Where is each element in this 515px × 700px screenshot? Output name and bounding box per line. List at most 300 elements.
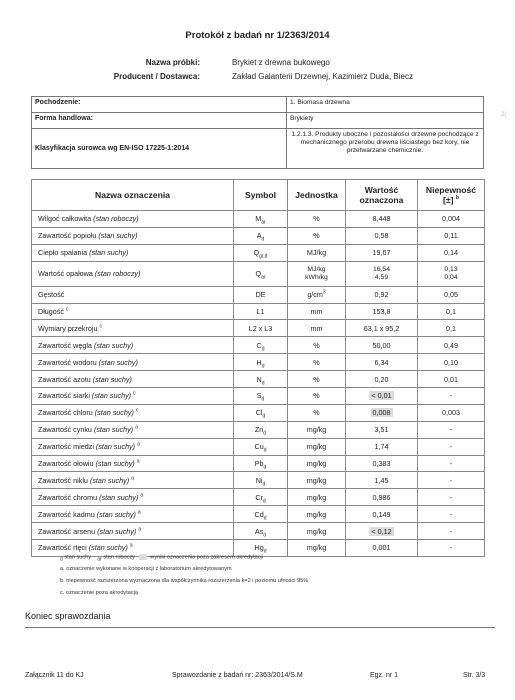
symbol-subscript: d: [263, 548, 267, 555]
parameter-symbol: [234, 455, 288, 472]
unit-text: MJ/kg: [306, 248, 327, 258]
accreditation-legend-swatch: [139, 554, 147, 560]
producer-value: Zakład Galanterii Drzewnej, Kazimierz Duda, Biecz: [232, 72, 413, 81]
symbol-subscript: d: [262, 413, 266, 420]
symbol-text: Cd: [254, 509, 264, 519]
parameter-label: Zawartość miedzi: [38, 442, 94, 452]
uncertainty-title: Niepewność: [425, 185, 477, 195]
symbol-subscript: d: [261, 396, 265, 403]
uncertainty-text: -: [449, 492, 453, 502]
parameter-condition: (stan suchy): [97, 526, 137, 536]
footnote-legend: $_d$ stan suchy $_{ar}$ stan roboczy wyniki oznaczenia poza zakresem akredytacji: [60, 554, 264, 563]
parameter-label: Zawartość węgla: [38, 340, 92, 350]
value-text: 0,20: [374, 374, 389, 384]
parameter-symbol: [234, 303, 288, 320]
unit-superscript: 3: [322, 289, 326, 296]
parameter-label: Zawartość niklu: [38, 475, 88, 485]
parameter-label: Wymiary przekroju: [38, 323, 98, 333]
uncertainty-footnote-mark: b: [455, 195, 459, 202]
parameter-symbol: [234, 388, 288, 405]
parameter-label: Wilgoć całkowita: [38, 214, 92, 224]
measured-value: [346, 320, 418, 337]
unit-text: %: [313, 391, 320, 401]
measured-value: [346, 303, 418, 320]
parameter-unit: [288, 455, 346, 472]
parameter-name: [32, 404, 234, 421]
symbol-text: Hg: [254, 543, 264, 553]
value-text: 0,92: [374, 290, 389, 300]
value-text: 1,45: [374, 475, 389, 485]
parameter-label: Zawartość wodoru: [38, 357, 97, 367]
parameter-unit: [288, 371, 346, 388]
footer-report-number: Sprawozdanie z badań nr: 2363/2014/S.M: [172, 672, 303, 679]
value-text: < 0,12: [371, 526, 392, 536]
sample-name-label: Nazwa próbki:: [145, 58, 200, 67]
footnote-mark: a: [137, 509, 141, 516]
parameter-label: Wartość opałowa: [38, 269, 93, 279]
table-row: [32, 506, 485, 523]
value-text: 0,149: [372, 509, 391, 519]
unit-text: mg/kg: [306, 492, 327, 502]
parameter-name: [32, 211, 234, 228]
parameter-condition: (stan suchy): [95, 459, 135, 469]
value-text: 0,986: [372, 492, 391, 502]
symbol-text: As: [254, 526, 264, 536]
symbol-subscript: d: [263, 447, 267, 454]
uncertainty-text-secondary: 0,04: [444, 273, 458, 281]
parameter-name: [32, 506, 234, 523]
value-text: 1,74: [374, 442, 389, 452]
parameter-label: Ciepło spalania: [38, 248, 88, 258]
table-row: [32, 438, 485, 455]
symbol-text: Pb: [254, 459, 264, 469]
measured-value: [346, 354, 418, 371]
value-text: 0,58: [374, 231, 389, 241]
footnote-mark: a: [136, 458, 140, 465]
parameter-symbol: [234, 421, 288, 438]
value-text: 0,008: [372, 408, 391, 418]
value-text: 0,383: [372, 459, 391, 469]
uncertainty-value: [418, 354, 485, 371]
uncertainty-value: [418, 421, 485, 438]
origin-label: Pochodzenie:: [32, 97, 287, 113]
value-text: 153,8: [372, 307, 391, 316]
uncertainty-text: -: [449, 509, 453, 519]
measured-value: [346, 337, 418, 354]
info-row-origin: [32, 97, 484, 113]
uncertainty-value: [418, 506, 485, 523]
parameter-condition: (stan roboczy): [93, 214, 139, 224]
symbol-text: A: [256, 231, 262, 241]
parameter-unit: [288, 540, 346, 557]
parameter-label: Zawartość kadmu: [38, 509, 95, 519]
measured-value: [346, 211, 418, 228]
table-row: [32, 489, 485, 506]
parameter-name: [32, 371, 234, 388]
uncertainty-value: [418, 388, 485, 405]
parameter-unit: [288, 261, 346, 286]
uncertainty-value: [418, 489, 485, 506]
parameter-unit: [288, 388, 346, 405]
margin-mark: 2(: [501, 112, 507, 118]
parameter-condition: (stan suchy): [92, 374, 132, 384]
measured-value: [346, 472, 418, 489]
unit-text: mg/kg: [306, 459, 327, 469]
parameter-condition: (stan suchy): [89, 248, 129, 258]
measured-value: [346, 261, 418, 286]
symbol-subscript: d: [261, 346, 265, 353]
parameter-label: Zawartość popiołu: [38, 231, 97, 241]
parameter-symbol: [234, 320, 288, 337]
footer-divider: [25, 627, 495, 628]
uncertainty-value: [418, 261, 485, 286]
value-text: 16,54: [372, 265, 390, 273]
parameter-symbol: [234, 211, 288, 228]
uncertainty-text: 0,01: [444, 374, 458, 384]
parameter-label: Gęstość: [38, 290, 65, 300]
symbol-subscript: ar: [261, 219, 266, 226]
uncertainty-value: [418, 540, 485, 557]
parameter-condition: (stan suchy): [95, 442, 136, 452]
footnote-mark: a: [129, 543, 133, 550]
producer-label: Producent / Dostawca:: [113, 72, 200, 81]
footnote-mark: c: [65, 306, 69, 313]
info-row-form: [32, 113, 484, 129]
footnote-a: a. oznaczenie wykonane w kooperacji z laboratorium akredytowanym: [60, 566, 232, 572]
uncertainty-text: 0,14: [444, 248, 458, 258]
uncertainty-text: 0,11: [444, 231, 458, 241]
parameter-name: [32, 421, 234, 438]
parameter-unit: [288, 421, 346, 438]
table-row: [32, 320, 485, 337]
unit-text: %: [313, 374, 320, 384]
col-header-unit: Jednostka: [288, 180, 346, 211]
symbol-text: M: [255, 214, 262, 224]
table-row: [32, 404, 485, 421]
footnote-b: b. niepewność rozszerzona wyznaczona dla współczynnika rozszerzenia k=2 i poziomu ufności 95%: [60, 578, 309, 584]
uncertainty-text: 0,13: [444, 265, 458, 273]
results-table: [31, 179, 485, 557]
uncertainty-text: -: [449, 459, 453, 469]
parameter-unit: [288, 472, 346, 489]
parameter-symbol: [234, 354, 288, 371]
symbol-subscript: d: [262, 481, 266, 488]
table-row: [32, 371, 485, 388]
uncertainty-value: [418, 523, 485, 540]
uncertainty-text: 0,10: [444, 357, 458, 367]
symbol-subscript: gr,d: [259, 253, 268, 260]
symbol-text: L2 x L3: [248, 323, 273, 333]
parameter-unit: [288, 337, 346, 354]
classification-label: Klasyfikacja surowca wg EN-ISO 17225-1:2014: [32, 129, 287, 169]
parameter-label: Zawartość cynku: [38, 425, 92, 435]
parameter-unit: [288, 286, 346, 303]
parameter-symbol: [234, 261, 288, 286]
symbol-subscript: d: [261, 236, 265, 243]
symbol-text: L1: [256, 307, 265, 316]
unit-text: %: [313, 357, 320, 367]
measured-value: [346, 388, 418, 405]
uncertainty-text: 0,004: [442, 214, 460, 224]
symbol-subscript: d: [263, 515, 267, 522]
table-row: [32, 303, 485, 320]
measured-value: [346, 506, 418, 523]
symbol-text: Cr: [255, 492, 263, 502]
unit-text: mg/kg: [306, 543, 327, 553]
measured-value: [346, 227, 418, 244]
parameter-symbol: [234, 286, 288, 303]
footnote-mark: a: [135, 424, 138, 431]
symbol-subscript: d: [262, 498, 266, 505]
parameter-unit: [288, 404, 346, 421]
parameter-name: [32, 337, 234, 354]
value-text-secondary: 4,59: [374, 273, 389, 281]
measured-value: [346, 244, 418, 261]
results-header-row: [32, 180, 485, 211]
uncertainty-text: -: [449, 543, 453, 553]
parameter-condition: (stan suchy): [96, 509, 136, 519]
table-row: [32, 455, 485, 472]
table-row: [32, 421, 485, 438]
parameter-name: [32, 472, 234, 489]
measured-value: [346, 523, 418, 540]
table-row: [32, 211, 485, 228]
parameter-name: [32, 261, 234, 286]
measured-value: [346, 455, 418, 472]
parameter-symbol: [234, 337, 288, 354]
footer-page-number: Str. 3/3: [463, 672, 486, 679]
parameter-label: Zawartość siarki: [38, 391, 90, 401]
uncertainty-text: 0,1: [446, 307, 456, 316]
symbol-text: Q: [253, 248, 260, 258]
value-text: 50,00: [372, 340, 391, 350]
symbol-text: H: [256, 357, 262, 367]
table-row: [32, 472, 485, 489]
unit-text: mg/kg: [306, 526, 327, 536]
value-text: 8,448: [372, 214, 391, 224]
unit-text: mg/kg: [306, 509, 327, 519]
symbol-text: Cu: [254, 442, 264, 452]
form-label: Forma handlowa:: [32, 113, 287, 129]
col-header-symbol: Symbol: [234, 180, 288, 211]
table-row: [32, 261, 485, 286]
symbol-text: C: [256, 340, 262, 350]
symbol-subscript: ar: [261, 274, 266, 281]
parameter-name: [32, 438, 234, 455]
parameter-symbol: [234, 371, 288, 388]
value-text: 0,001: [372, 543, 391, 553]
parameter-label: Długość: [38, 307, 64, 316]
uncertainty-value: [418, 244, 485, 261]
footer-attachment: Załącznik 11 do KJ: [25, 672, 84, 679]
parameter-name: [32, 388, 234, 405]
value-text: < 0,01: [371, 391, 392, 401]
footnote-mark: a: [140, 492, 144, 499]
parameter-symbol: [234, 489, 288, 506]
sample-info-table: [31, 96, 484, 169]
uncertainty-text: 0,003: [442, 408, 460, 418]
sample-name-value: Brykiet z drewna bukowego: [232, 58, 330, 67]
symbol-text: DE: [255, 290, 266, 300]
symbol-text: Cl: [255, 408, 263, 418]
col-header-value: Wartość oznaczona: [346, 180, 418, 211]
measured-value: [346, 489, 418, 506]
uncertainty-text: 0,49: [444, 340, 458, 350]
form-value: Brykiety: [287, 113, 484, 129]
parameter-symbol: [234, 227, 288, 244]
uncertainty-text: -: [449, 526, 453, 536]
parameter-label: Zawartość ołowiu: [38, 459, 94, 469]
parameter-condition: (stan suchy): [91, 391, 132, 401]
parameter-label: Zawartość chloru: [38, 408, 93, 418]
report-title: Protokół z badań nr 1/2363/2014: [185, 30, 330, 41]
footnote-c: c. oznaczenie poza akredytacją: [60, 590, 139, 596]
footnote-mark: a: [138, 526, 142, 533]
col-header-uncertainty: [418, 180, 485, 211]
table-row: [32, 286, 485, 303]
value-text: 6,34: [374, 357, 389, 367]
unit-text: mg/kg: [306, 442, 327, 452]
unit-text: mm: [310, 307, 323, 316]
parameter-condition: (stan suchy): [93, 340, 134, 350]
uncertainty-value: [418, 320, 485, 337]
measured-value: [346, 438, 418, 455]
parameter-label: Zawartość rtęci: [38, 543, 87, 553]
parameter-unit: [288, 354, 346, 371]
col-header-name: Nazwa oznaczenia: [32, 180, 234, 211]
uncertainty-value: [418, 404, 485, 421]
info-row-classification: [32, 129, 484, 169]
uncertainty-text: 0,1: [446, 323, 456, 333]
value-text: 3,51: [374, 425, 389, 435]
parameter-symbol: [234, 523, 288, 540]
uncertainty-text: -: [449, 442, 453, 452]
measured-value: [346, 286, 418, 303]
parameter-condition: (stan suchy): [99, 492, 139, 502]
symbol-text: Ni: [255, 475, 263, 485]
parameter-unit: [288, 227, 346, 244]
uncertainty-value: [418, 438, 485, 455]
parameter-label: Zawartość chromu: [38, 492, 98, 502]
parameter-symbol: [234, 438, 288, 455]
symbol-subscript: d: [263, 532, 267, 539]
parameter-name: [32, 303, 234, 320]
value-text: 63,1 x 95,2: [363, 323, 400, 333]
symbol-text: N: [256, 374, 262, 384]
unit-text: MJ/kg: [307, 265, 326, 273]
footnote-mark: c: [135, 407, 139, 414]
uncertainty-value: [418, 303, 485, 320]
parameter-unit: [288, 438, 346, 455]
uncertainty-text: -: [449, 391, 453, 401]
parameter-name: [32, 227, 234, 244]
unit-text: mm: [310, 323, 323, 333]
unit-text: %: [313, 340, 320, 350]
measured-value: [346, 404, 418, 421]
uncertainty-unit: [±]: [443, 195, 454, 205]
symbol-text: Zn: [254, 425, 264, 435]
parameter-name: [32, 320, 234, 337]
measured-value: [346, 421, 418, 438]
parameter-symbol: [234, 244, 288, 261]
footer-copy-number: Egz. nr 1: [370, 672, 399, 679]
uncertainty-value: [418, 227, 485, 244]
parameter-symbol: [234, 472, 288, 489]
parameter-symbol: [234, 506, 288, 523]
table-row: [32, 523, 485, 540]
parameter-condition: (stan roboczy): [94, 269, 141, 279]
classification-value: 1.2.1.3. Produkty uboczne i pozostałości drzewne pochodzące z mechanicznego przerobu drewna liściastego bez kory, nie przetwarzane chemicznie.: [287, 129, 484, 169]
unit-text: %: [313, 214, 320, 224]
measured-value: [346, 540, 418, 557]
unit-text: mg/kg: [306, 475, 327, 485]
parameter-unit: [288, 303, 346, 320]
symbol-text: S: [256, 391, 262, 401]
end-of-report: Koniec sprawozdania: [25, 611, 111, 621]
parameter-name: [32, 489, 234, 506]
parameter-unit: [288, 211, 346, 228]
unit-text: %: [313, 231, 320, 241]
parameter-unit: [288, 523, 346, 540]
footnote-mark: c: [133, 391, 136, 398]
symbol-subscript: d: [263, 464, 267, 471]
table-row: [32, 227, 485, 244]
symbol-subscript: d: [263, 430, 267, 437]
parameter-name: [32, 244, 234, 261]
parameter-unit: [288, 320, 346, 337]
parameter-condition: (stan suchy): [98, 231, 138, 241]
table-row: [32, 354, 485, 371]
unit-text: mg/kg: [306, 425, 327, 435]
uncertainty-text: -: [449, 475, 453, 485]
origin-value: 1. Biomasa drzewna: [287, 97, 484, 113]
uncertainty-text: -: [449, 425, 453, 435]
unit-text-secondary: kWh/kg: [305, 273, 328, 281]
symbol-text: Q: [255, 269, 262, 279]
symbol-subscript: d: [261, 363, 265, 370]
unit-text: g/cm: [307, 290, 323, 300]
uncertainty-value: [418, 371, 485, 388]
parameter-label: Zawartość azotu: [38, 374, 91, 384]
unit-text: %: [313, 408, 320, 418]
parameter-condition: (stan suchy): [94, 408, 134, 418]
uncertainty-value: [418, 337, 485, 354]
parameter-condition: (stan suchy): [98, 357, 138, 367]
parameter-name: [32, 286, 234, 303]
footnote-mark: c: [99, 323, 102, 330]
uncertainty-value: [418, 455, 485, 472]
parameter-condition: (stan suchy): [93, 425, 134, 435]
parameter-condition: (stan suchy): [89, 475, 130, 485]
symbol-subscript: d: [261, 380, 265, 386]
parameter-unit: [288, 244, 346, 261]
parameter-name: [32, 523, 234, 540]
uncertainty-value: [418, 286, 485, 303]
parameter-label: Zawartość arsenu: [38, 526, 96, 536]
value-text: 19,67: [372, 248, 391, 258]
table-row: [32, 244, 485, 261]
parameter-name: [32, 354, 234, 371]
parameter-name: [32, 455, 234, 472]
parameter-condition: (stan suchy): [88, 543, 128, 553]
uncertainty-value: [418, 211, 485, 228]
measured-value: [346, 371, 418, 388]
parameter-unit: [288, 489, 346, 506]
table-row: [32, 388, 485, 405]
parameter-symbol: [234, 404, 288, 421]
uncertainty-text: 0,05: [444, 290, 458, 300]
table-row: [32, 337, 485, 354]
